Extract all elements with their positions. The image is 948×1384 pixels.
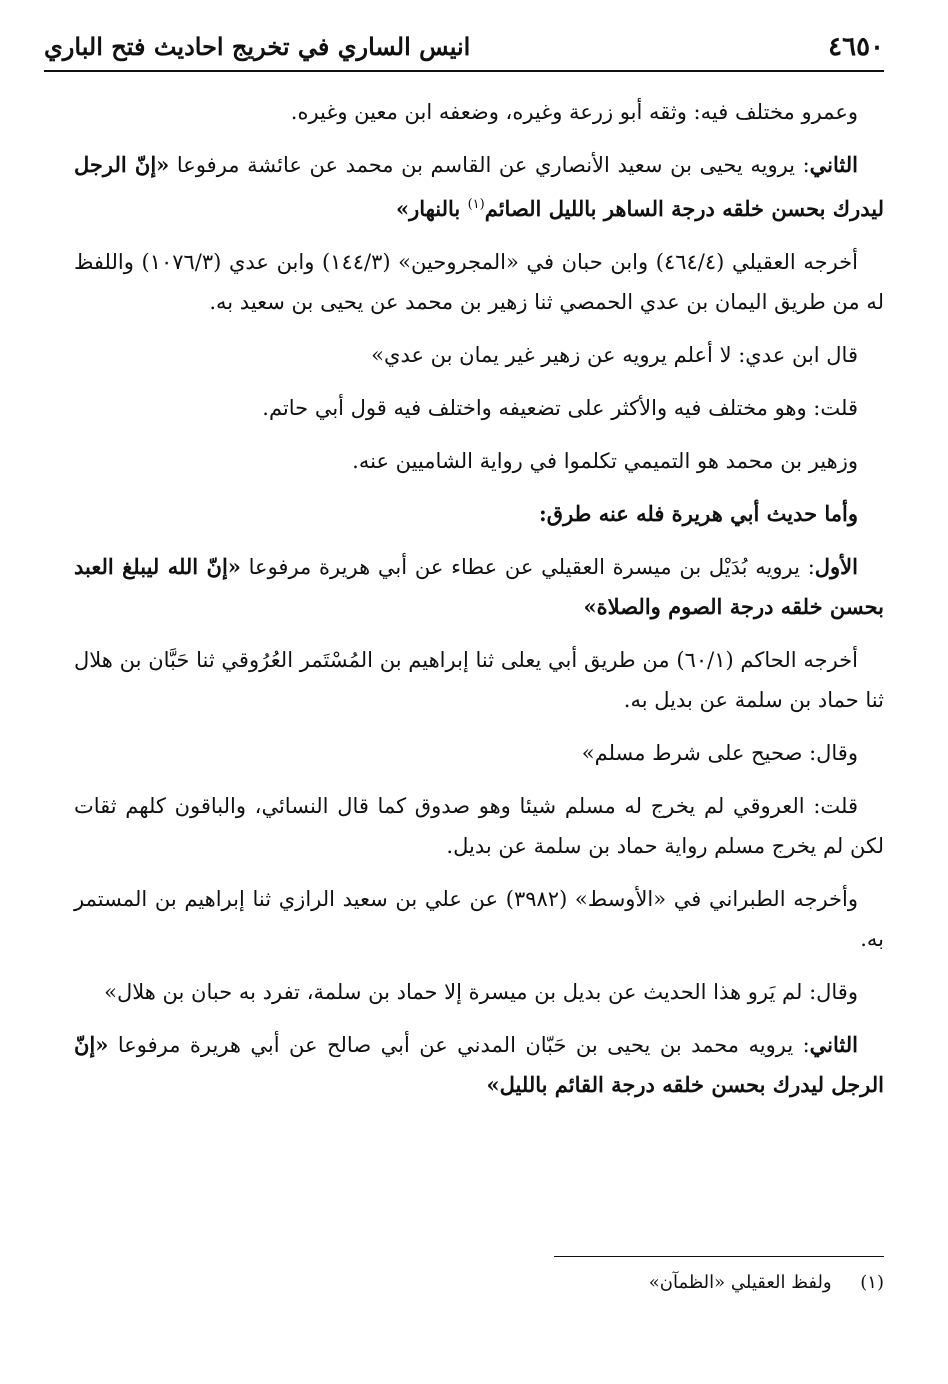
- paragraph: [74, 242, 884, 322]
- paragraph: [74, 335, 884, 375]
- paragraph: [74, 388, 884, 428]
- text-run: «إنّ الرجل ليدرك بحسن خلقه درجة القائم بالليل»: [74, 1032, 884, 1097]
- page-number: ٤٦٥٠: [828, 32, 884, 62]
- text-run: قال ابن عدي: لا أعلم يرويه عن زهير غير يمان بن عدي»: [371, 343, 858, 367]
- text-run: الثاني: [809, 152, 858, 177]
- text-run: وزهير بن محمد هو التميمي تكلموا في رواية الشاميين عنه.: [352, 449, 858, 473]
- paragraph: [74, 1025, 884, 1105]
- paragraph: [74, 879, 884, 959]
- text-run: وأما حديث أبي هريرة فله عنه طرق:: [539, 501, 858, 526]
- text-run: أخرجه العقيلي (٤٦٤/٤) وابن حبان في «المجروحين» (١٤٤/٣) وابن عدي (١٠٧٦/٣) واللفظ له من طريق اليمان بن عدي الحمصي ثنا زهير بن محمد عن يحيى بن سعيد به.: [74, 250, 884, 314]
- text-run: قلت: وهو مختلف فيه والأكثر على تضعيفه واختلف فيه قول أبي حاتم.: [262, 396, 858, 420]
- footnote-rule: [554, 1256, 884, 1257]
- running-title: انيس الساري في تخريج احاديث فتح الباري: [44, 32, 471, 61]
- paragraph: [74, 786, 884, 866]
- paragraph: [74, 972, 884, 1012]
- text-run: وقال: لم يَرو هذا الحديث عن بديل بن ميسرة إلا حماد بن سلمة، تفرد به حبان بن هلال»: [104, 980, 858, 1004]
- paragraph: [74, 547, 884, 627]
- paragraph: [74, 92, 884, 132]
- text-run: بالنهار»: [395, 196, 468, 221]
- header-rule: [44, 70, 884, 72]
- footnote-number: (١): [860, 1272, 884, 1293]
- text-run: الأول: [814, 554, 858, 579]
- text-run: «إنّ الرجل ليدرك بحسن خلقه درجة الساهر بالليل الصائم: [74, 152, 884, 221]
- paragraph: [74, 145, 884, 229]
- text-run: وعمرو مختلف فيه: وثقه أبو زرعة وغيره، وضعفه ابن معين وغيره.: [290, 100, 858, 124]
- text-run: أخرجه الحاكم (٦٠/١) من طريق أبي يعلى ثنا إبراهيم بن المُسْتَمر العُرُوقي ثنا حَبَّان بن هلال ثنا حماد بن سلمة عن بديل به.: [74, 648, 884, 712]
- paragraph: [74, 494, 884, 534]
- text-run: : يرويه محمد بن يحيى بن حَبّان المدني عن أبي صالح عن أبي هريرة مرفوعا: [108, 1033, 810, 1057]
- text-run: وأخرجه الطبراني في «الأوسط» (٣٩٨٢) عن علي بن سعيد الرازي ثنا إبراهيم بن المستمر به.: [74, 887, 884, 951]
- footnote-ref: (١): [467, 197, 485, 212]
- paragraph: [74, 733, 884, 773]
- page-header: [44, 28, 884, 72]
- footnote: [74, 1268, 884, 1298]
- paragraph: [74, 640, 884, 720]
- footnote-text: ولفظ العقيلي «الظمآن»: [648, 1272, 832, 1293]
- text-run: وقال: صحيح على شرط مسلم»: [581, 741, 858, 765]
- text-run: «إنّ الله ليبلغ العبد بحسن خلقه درجة الصوم والصلاة»: [74, 554, 884, 619]
- page-body: [74, 92, 884, 1118]
- text-run: قلت: العروقي لم يخرج له مسلم شيئا وهو صدوق كما قال النسائي، والباقون كلهم ثقات لكن لم يخرج مسلم رواية حماد بن سلمة عن بديل.: [74, 794, 884, 858]
- text-run: : يرويه بُدَيْل بن ميسرة العقيلي عن عطاء عن أبي هريرة مرفوعا: [240, 555, 815, 579]
- text-run: : يرويه يحيى بن سعيد الأنصاري عن القاسم بن محمد عن عائشة مرفوعا: [169, 153, 810, 177]
- paragraph: [74, 441, 884, 481]
- text-run: الثاني: [809, 1032, 858, 1057]
